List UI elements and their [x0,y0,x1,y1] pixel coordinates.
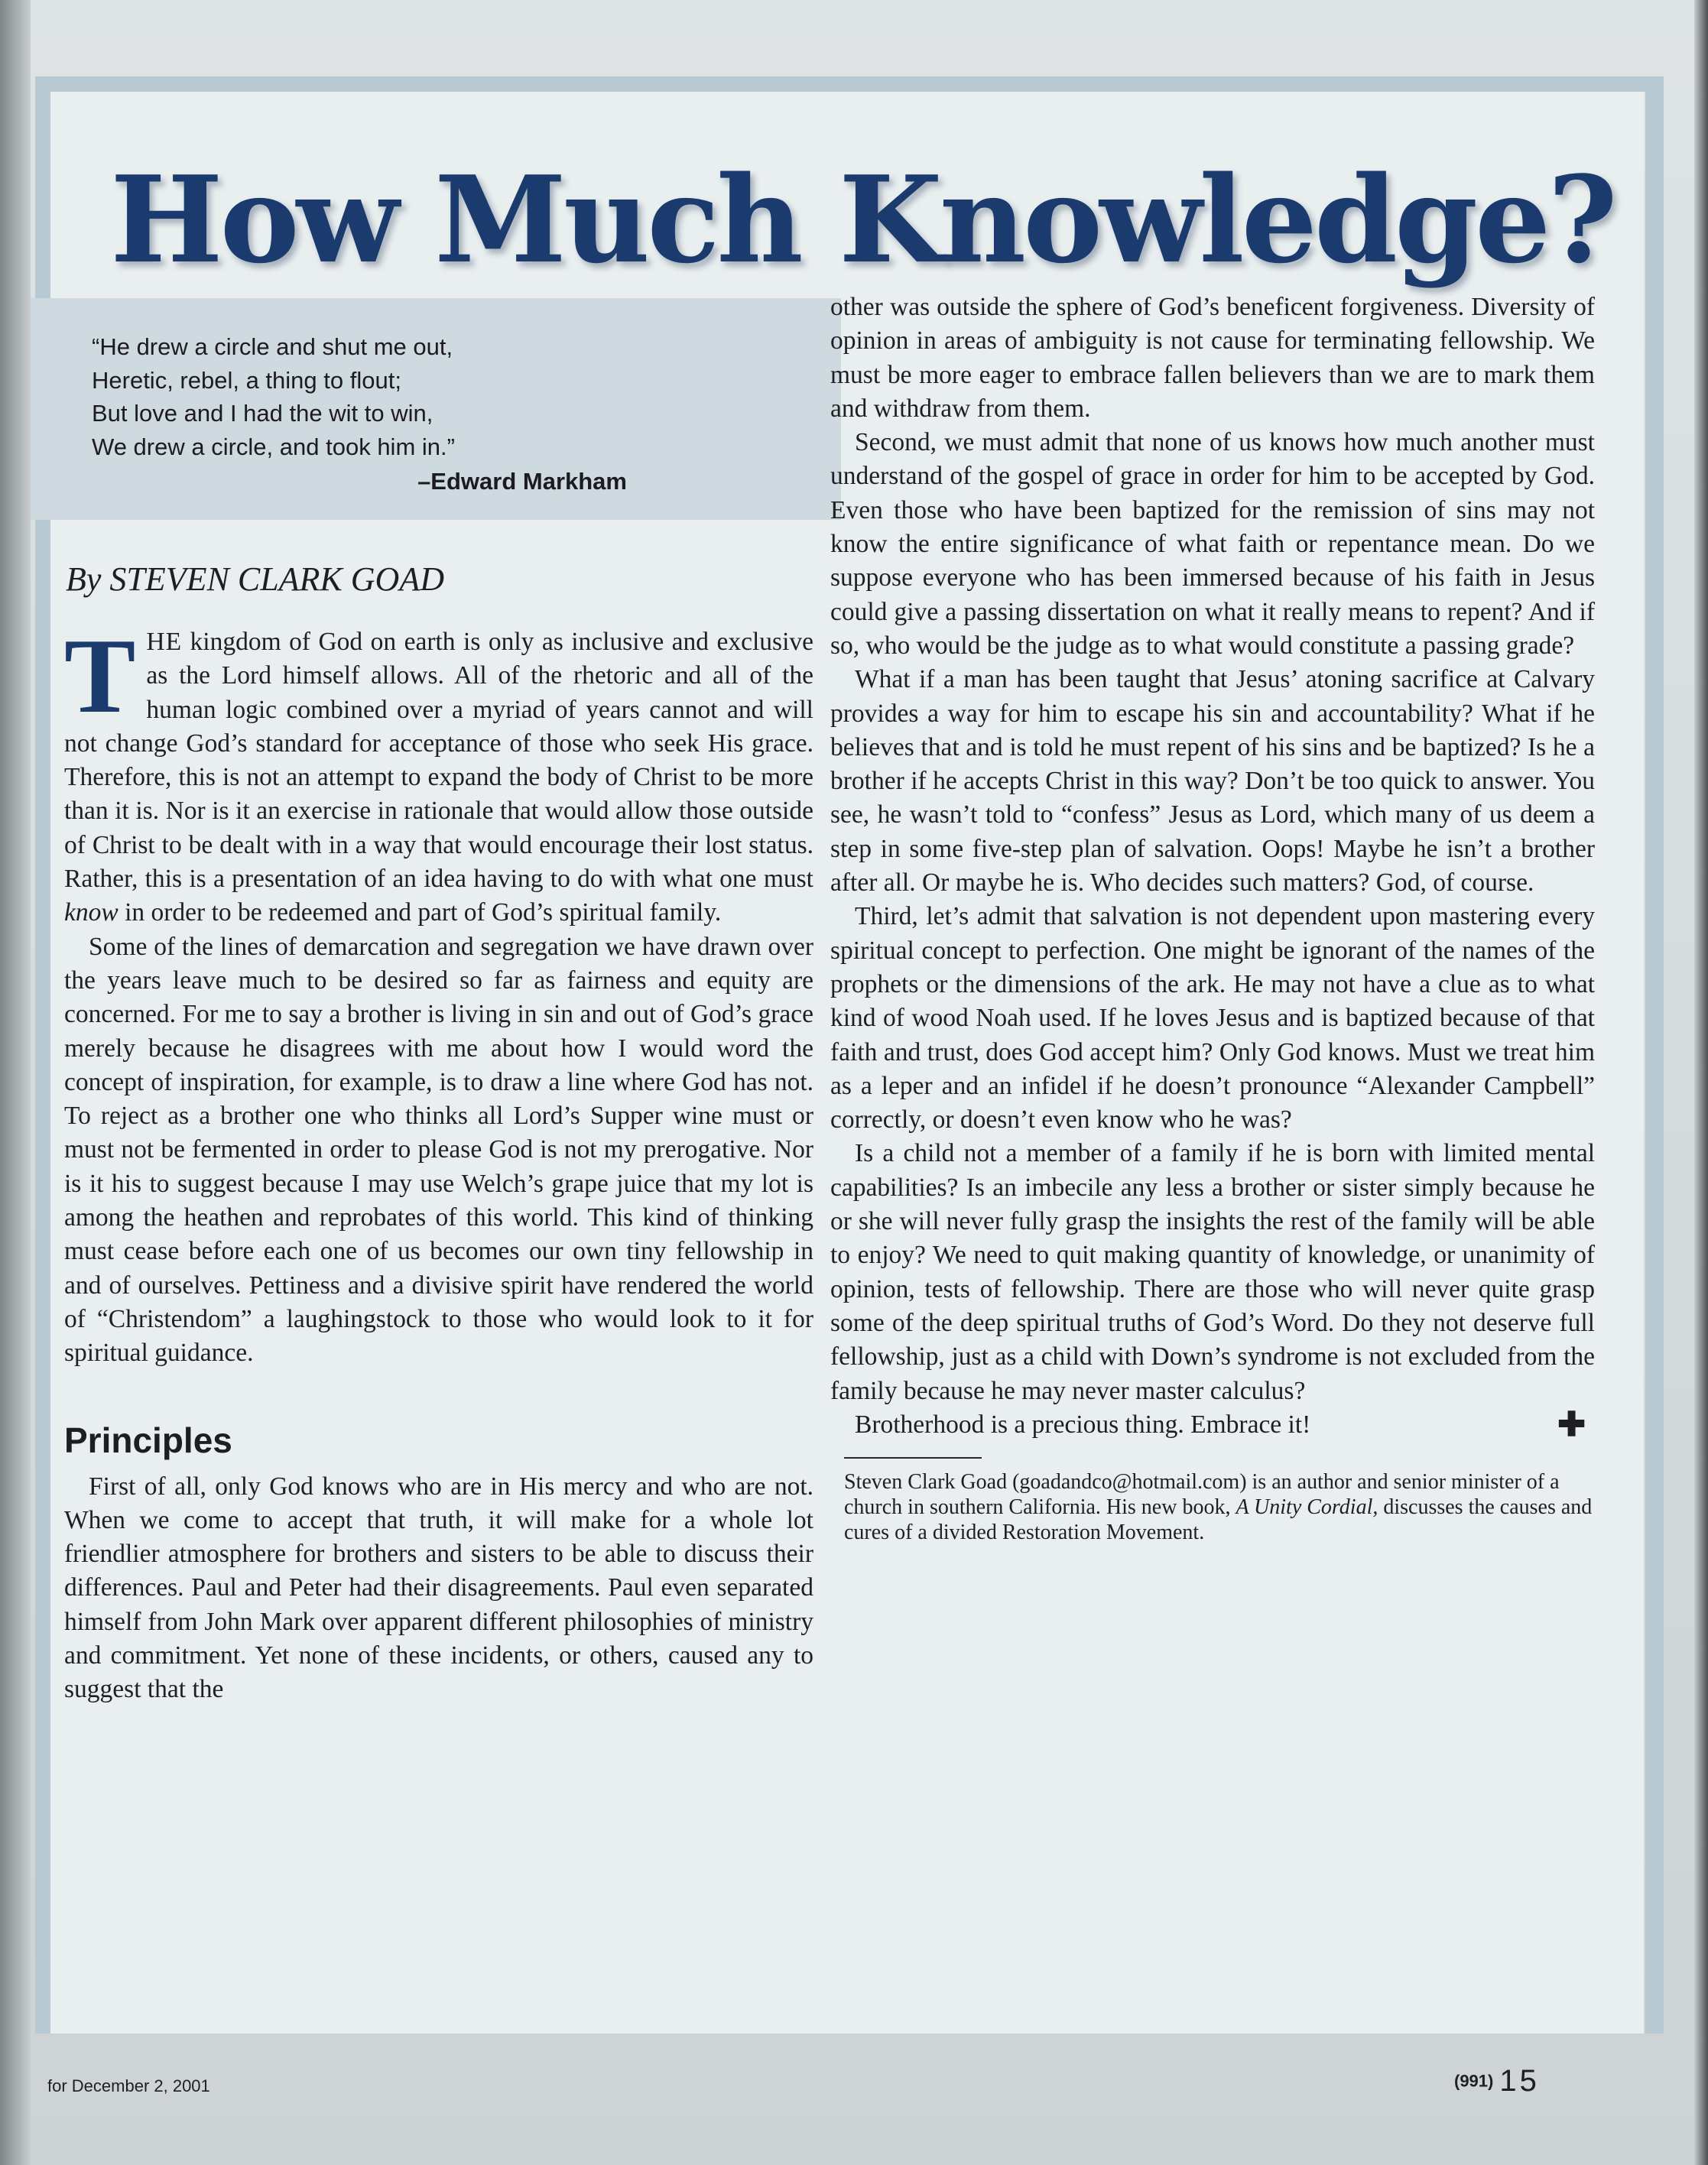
paragraph-continued: other was outside the sphere of God’s beneficent forgiveness. Diversity of opinion in areas of ambiguity is not cause for terminating fellowship. We must be more eager to embrace fallen believers than we are to mark them and withdraw from them. [830,293,1595,423]
paragraph-first-principle: First of all, only God knows who are in His mercy and who are not. When we come to accept that truth, it will make for a whole lot friendlier atmosphere for brothers and sisters to be able to discuss their differences. Paul and Peter had their disagreements. Paul even separated himself from John Mark over apparent different philosophies of ministry and commitment. Yet none of these incidents, or others, caused any to suggest that the [64,1472,813,1704]
paragraph-text: in order to be redeemed and part of God’s spiritual family. [118,898,722,927]
page-code: (991) [1454,2071,1494,2091]
next-page-edge [1694,0,1708,2165]
lead-word: HE [146,628,183,656]
author-bio [844,1469,1595,1545]
closing-sentence: Brotherhood is a precious thing. Embrace it! [855,1410,1311,1439]
paragraph-text: kingdom of God on earth is only as inclusive and exclusive as the Lord himself allows. All of the rhetoric and all of the human logic combined over a myriad of years cannot and will not change God’s standard for acceptance of those who seek His grace. Therefore, this is not an attempt to expand the body of Christ to be more than it is. Nor is it an exercise in rationale that would allow those outside of Christ to be dealt with in a way that would encourage their lost status. Rather, this is a presentation of an idea having to do with what one must [64,628,813,894]
drop-cap: T [64,617,136,735]
epigraph-line: “He drew a circle and shut me out, [92,333,453,360]
epigraph-line: We drew a circle, and took him in.” [92,433,455,460]
emphasis-text: know [64,898,119,927]
page-number: 15 [1499,2064,1540,2098]
paragraph-atoning-sacrifice: What if a man has been taught that Jesus’ atoning sacrifice at Calvary provides a way for him to escape his sin and accountability? What if he believes that and is told he must repent of his sins and be baptized? Is he a brother if he accepts Christ in this way? Don’t be too quick to answer. You see, he wasn’t told to “confess” Jesus as Lord, which many of us deem a step in some five-step plan of salvation. Oops! Maybe he isn’t a brother after all. Or maybe he is. Who decides such matters? God, of course. [830,665,1595,897]
epigraph-attribution: –Edward Markham [417,468,627,495]
book-title: A Unity Cordial, [1236,1495,1378,1520]
page-folio [1454,2064,1540,2098]
paragraph-intro [64,617,813,930]
paragraph-third-principle: Third, let’s admit that salvation is not dependent upon mastering every spiritual concept to perfection. One might be ignorant of the names of the prophets or the dimensions of the ark. He may not have a clue as to what kind of wood Noah used. If he loves Jesus and is baptized because of that faith and trust, does God accept him? Only God knows. Must we treat him as a leper and an infidel if he doesn’t pronounce “Alexander Campbell” correctly, or doesn’t even know who he was? [830,902,1595,1134]
epigraph-line: But love and I had the wit to win, [92,400,433,427]
paragraph-family: Is a child not a member of a family if he is born with limited mental capabilities? Is an imbecile any less a brother or sister simply because he or she will never fully grasp the insights the rest of the family will be able to enjoy? We need to quit making quantity of knowledge, or unanimity of opinion, tests of fellowship. There are those who will never quite grasp some of the deep spiritual truths of God’s Word. Do they not deserve full fellowship, just as a child with Down’s syndrome is not excluded from the family because he may never master calculus? [830,1139,1595,1405]
left-column [64,617,813,1707]
epigraph [92,330,627,498]
bio-text: discusses the causes and cures of a divided Restoration Movement. [844,1495,1593,1545]
magazine-page [31,0,1694,2165]
epigraph-line: Heretic, rebel, a thing to flout; [92,366,401,394]
closing-line [830,1405,1595,1443]
end-mark-icon: ✚ [1557,1405,1586,1443]
section-heading-principles: Principles [64,1420,232,1460]
bio-divider [844,1457,982,1459]
issue-date: for December 2, 2001 [47,2076,210,2095]
page-gutter-shadow [0,0,31,2165]
article-title: How Much Knowledge? [110,150,1615,290]
paragraph-second-principle: Second, we must admit that none of us knows how much another must understand of the gospel of grace in order for him to be accepted by God. Even those who have been baptized for the remission of sins may not know the entire significance of what faith or repentance mean. Do we suppose everyone who has been immersed because of his faith in Jesus could give a passing dissertation on what it really means to repent? And if so, who would be the judge as to what would constitute a passing grade? [830,428,1595,660]
author-byline: By STEVEN CLARK GOAD [66,560,444,598]
paragraph-demarcation: Some of the lines of demarcation and segregation we have drawn over the years leave much to be desired so far as fairness and equity are concerned. For me to say a brother is living in sin and out of God’s grace merely because he disagrees with me about how I would word the concept of inspiration, for example, is to draw a line where God has not. To reject as a brother one who thinks all Lord’s Supper wine must or must not be fermented in order to please God is not my prerogative. Nor is it his to suggest because I may use Welch’s grape juice that my lot is among the heathen and reprobates of this world. This kind of thinking must cease before each one of us becomes our own tiny fellowship in and of ourselves. Pettiness and a divisive spirit have rendered the world of “Christendom” a laughingstock to those who would look to it for spiritual guidance. [64,932,813,1368]
right-column [830,291,1595,1545]
bio-text: Steven Clark Goad (goadandco@hotmail.com) is an author and senior minister of a church in southern California. His new book, [844,1470,1560,1520]
